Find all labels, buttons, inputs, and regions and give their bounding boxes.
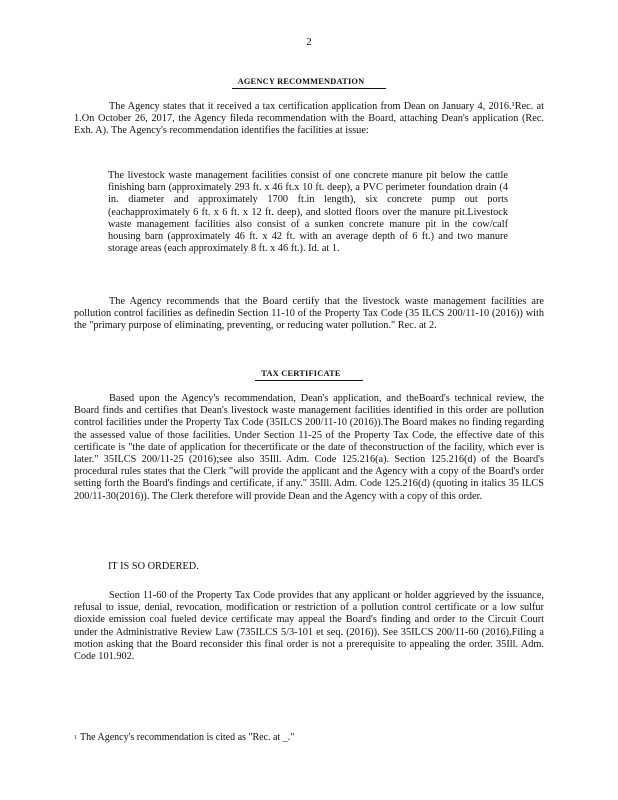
facilities-quote-block: The livestock waste management facilities consist of one concrete manure pit below the cattle finishing barn (approximately 293 ft. x 46 ft.x 10 ft. deep), a PVC perimeter foundation drain (4 in. diameter and approximately 1700 ft.in length), six concrete pump out ports (eachapproximately 6 ft. x 6 ft. x 12 ft. deep), and slotted floors over the manure pit.Livestock waste management facilities also consist of a sunken concrete manure pit in the cow/calf housing barn (approximately 46 ft. x 42 ft. with an average depth of 6 ft.) and two manure storage areas (each approximately 8 ft. x 46 ft.). Id. at 1. <box>108 170 508 255</box>
footnote-marker: 1 <box>74 735 77 741</box>
tax-certificate-heading: TAX CERTIFICATE <box>0 368 618 381</box>
appeal-paragraph: Section 11-60 of the Property Tax Code provides that any applicant or holder aggrieved by the issuance, refusal to issue, denial, revocation, modification or restriction of a pollution control certificate or a low sulfur dioxide emission coal fueled device certificate may appeal the Board's finding and order to the Circuit Court under the Administrative Review Law (735ILCS 5/3-101 et seq. (2016)). See 35ILCS 200/11-60 (2016).Filing a motion asking that the Board reconsider this final order is not a prerequisite to appealing the order. 35Ill. Adm. Code 101.902. <box>74 590 544 663</box>
agency-recommends-paragraph: The Agency recommends that the Board certify that the livestock waste management facilities are pollution control facilities as definedin Section 11-10 of the Property Tax Code (35 ILCS 200/11-10 (2016)) with the "primary purpose of eliminating, preventing, or reducing water pollution." Rec. at 2. <box>74 296 544 332</box>
footnote-text: The Agency's recommendation is cited as "Rec. at _." <box>80 732 295 743</box>
agency-intro-paragraph: The Agency states that it received a tax certification application from Dean on January 4, 2016.¹Rec. at 1.On October 26, 2017, the Agency fileda recommendation with the Board, attaching Dean's application (Rec. Exh. A). The Agency's recommendation identifies the facilities at issue: <box>74 101 544 137</box>
page-number: 2 <box>306 36 312 48</box>
so-ordered-line: IT IS SO ORDERED. <box>108 561 199 572</box>
agency-recommendation-heading: AGENCY RECOMMENDATION <box>0 76 618 89</box>
footnote <box>74 732 294 744</box>
tax-certificate-paragraph: Based upon the Agency's recommendation, Dean's application, and theBoard's technical review, the Board finds and certifies that Dean's livestock waste management facilities identified in this order are pollution control facilities under the Property Tax Code (35ILCS 200/11-10 (2016)).The Board makes no finding regarding the assessed value of those facilities. Under Section 11-25 of the Property Tax Code, the effective date of this certificate is "the date of application for thecertificate or the date of theconstruction of the facility, which ever is later." 35ILCS 200/11-25 (2016);see also 35Ill. Adm. Code 125.216(a). Section 125.216(d) of the Board's procedural rules states that the Clerk "will provide the applicant and the Agency with a copy of the Board's order setting forth the Board's findings and certificate, if any." 35Ill. Adm. Code 125.216(d) (quoting in italics 35 ILCS 200/11-30(2016)). The Clerk therefore will provide Dean and the Agency with a copy of this order. <box>74 393 544 502</box>
